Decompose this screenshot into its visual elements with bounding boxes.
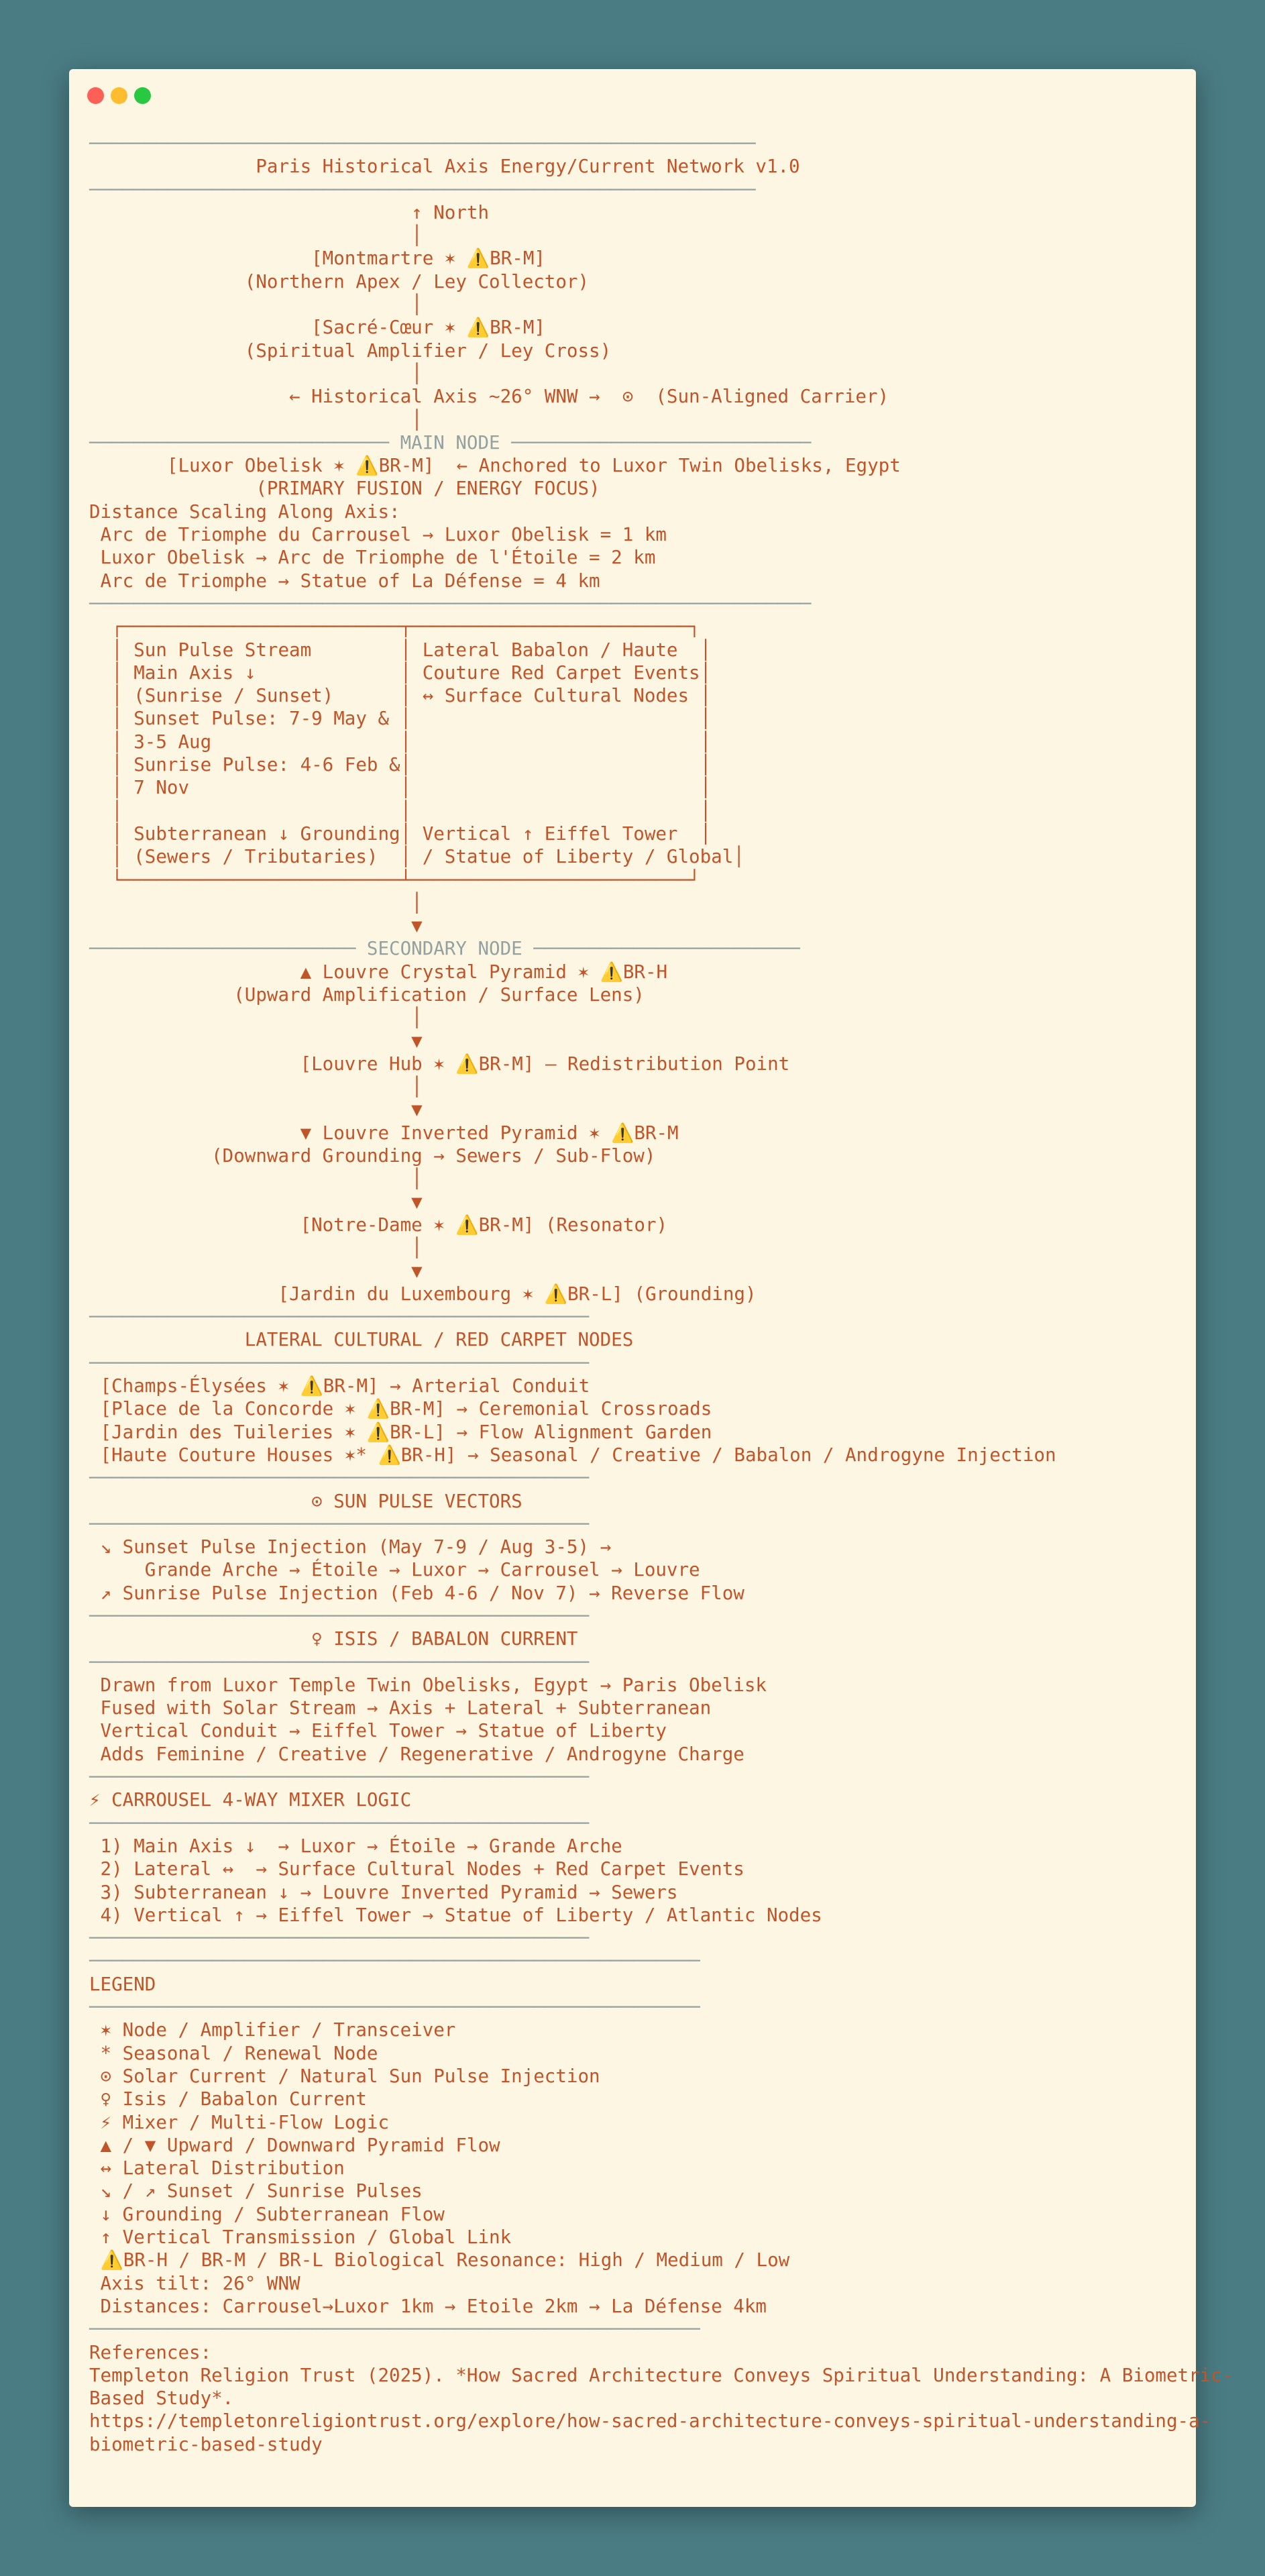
terminal-line: (Downward Grounding → Sewers / Sub-Flow) [89, 1145, 656, 1167]
terminal-line: [Notre-Dame ✶ ⚠️BR-M] (Resonator) [89, 1214, 668, 1236]
terminal-line: │ [89, 1076, 423, 1098]
terminal-line: Drawn from Luxor Temple Twin Obelisks, Egypt → Paris Obelisk [89, 1674, 767, 1696]
terminal-line: │ [89, 892, 423, 914]
zoom-window-button[interactable] [134, 87, 151, 104]
terminal-line: [Louvre Hub ✶ ⚠️BR-M] — Redistribution Point [89, 1053, 790, 1075]
terminal-line: Luxor Obelisk → Arc de Triomphe de l'Étoile = 2 km [89, 547, 656, 569]
terminal-line: ✶ Node / Amplifier / Transceiver [89, 2019, 456, 2041]
terminal-line: │ 3-5 Aug │ │ [89, 731, 712, 753]
terminal-line: ↑ North [89, 201, 490, 223]
terminal-line: Paris Historical Axis Energy/Current Network v1.0 [89, 156, 800, 178]
terminal-line: Distance Scaling Along Axis: [89, 500, 400, 523]
rule-line: ───────────────────────────────────────────── [89, 1306, 590, 1328]
terminal-line: │ [89, 294, 423, 316]
terminal-line: ⚡ CARROUSEL 4-WAY MIXER LOGIC [89, 1789, 412, 1811]
terminal-line: ↘ Sunset Pulse Injection (May 7-9 / Aug 3-5) → [89, 1536, 612, 1558]
terminal-line: │ (Sunrise / Sunset) │ ↔ Surface Cultural Nodes │ [89, 685, 712, 707]
terminal-line: │ [89, 1007, 423, 1029]
rule-line: ──────────────────────── SECONDARY NODE ──────────────────────── [89, 938, 800, 960]
terminal-line: ⊙ SUN PULSE VECTORS [89, 1490, 522, 1512]
terminal-line: Distances: Carrousel→Luxor 1km → Etoile 2km → La Défense 4km [89, 2295, 767, 2317]
terminal-line: ♀ Isis / Babalon Current [89, 2088, 367, 2110]
terminal-line: │ [89, 225, 423, 247]
minimize-window-button[interactable] [111, 87, 127, 104]
rule-line: ──────────────────────────────────────────────────────────── [89, 178, 756, 201]
terminal-line: ▼ [89, 1030, 423, 1052]
terminal-line: ▼ [89, 1260, 423, 1282]
terminal-line: Arc de Triomphe du Carrousel → Luxor Obelisk = 1 km [89, 524, 667, 546]
terminal-line: [Jardin des Tuileries ✶ ⚠️BR-L] → Flow Alignment Garden [89, 1421, 712, 1443]
terminal-line: Grande Arche → Étoile → Luxor → Carrousel → Louvre [89, 1559, 700, 1581]
terminal-line: ▲ / ▼ Upward / Downward Pyramid Flow [89, 2134, 500, 2156]
terminal-line: References: [89, 2341, 212, 2363]
terminal-line: ⊙ Solar Current / Natural Sun Pulse Injection [89, 2065, 600, 2087]
terminal-line: ↔ Lateral Distribution [89, 2157, 345, 2180]
terminal-line: LATERAL CULTURAL / RED CARPET NODES [89, 1329, 634, 1351]
terminal-line: 2) Lateral ↔ → Surface Cultural Nodes + Red Carpet Events [89, 1858, 745, 1880]
terminal-line: (Northern Apex / Ley Collector) [89, 270, 590, 292]
rule-line: ─────────────────────────────────────────────────────── [89, 1996, 700, 2019]
rule-line: ──────────────────────────────────────────────────────────── [89, 133, 756, 154]
rule-line: ───────────────────────────────────────────── [89, 1605, 590, 1627]
terminal-line: ▼ [89, 915, 423, 937]
terminal-line: [Sacré-Cœur ✶ ⚠️BR-M] [89, 317, 545, 339]
terminal-line: [Jardin du Luxembourg ✶ ⚠️BR-L] (Grounding) [89, 1283, 757, 1305]
rule-line: ───────────────────────────────────────────────────────────────── [89, 592, 812, 614]
terminal-line: [Haute Couture Houses ✶* ⚠️BR-H] → Seasonal / Creative / Babalon / Androgyne Injection [89, 1444, 1056, 1466]
terminal-line: Templeton Religion Trust (2025). *How Sacred Architecture Conveys Spiritual Understanding: A Biometric- [89, 2364, 1233, 2386]
terminal-line: │ (Sewers / Tributaries) │ / Statue of Liberty / Global│ [89, 846, 745, 868]
terminal-line: ⚡ Mixer / Multi-Flow Logic [89, 2111, 390, 2133]
terminal-line: ↓ Grounding / Subterranean Flow [89, 2203, 445, 2225]
terminal-output [89, 132, 1233, 2456]
terminal-line: │ │ │ [89, 800, 712, 822]
terminal-line: LEGEND [89, 1973, 156, 1995]
terminal-line: │ Main Axis ↓ │ Couture Red Carpet Events│ [89, 661, 712, 684]
terminal-line: ▼ [89, 1191, 423, 1213]
rule-line: ─────────────────────────────────────────────────────── [89, 2318, 700, 2341]
terminal-line: [Champs-Élysées ✶ ⚠️BR-M] → Arterial Conduit [89, 1375, 590, 1397]
terminal-line: ↑ Vertical Transmission / Global Link [89, 2226, 512, 2249]
terminal-line: [Luxor Obelisk ✶ ⚠️BR-M] ← Anchored to Luxor Twin Obelisks, Egypt [89, 455, 901, 477]
terminal-line: ▲ Louvre Crystal Pyramid ✶ ⚠️BR-H [89, 961, 668, 983]
terminal-line: Arc de Triomphe → Statue of La Défense = 4 km [89, 570, 600, 592]
terminal-line: │ [89, 1237, 423, 1259]
rule-line: ─────────────────────────── MAIN NODE ─────────────────────────── [89, 431, 812, 453]
terminal-line: biometric-based-study [89, 2433, 323, 2455]
terminal-line: Vertical Conduit → Eiffel Tower → Statue of Liberty [89, 1720, 667, 1742]
close-window-button[interactable] [87, 87, 104, 104]
terminal-line: Fused with Solar Stream → Axis + Lateral + Subterranean [89, 1697, 712, 1719]
rule-line: ───────────────────────────────────────────── [89, 1467, 590, 1489]
terminal-line: ↘ / ↗ Sunset / Sunrise Pulses [89, 2180, 423, 2202]
terminal-line: │ Sunset Pulse: 7-9 May & │ │ [89, 708, 712, 730]
terminal-line[interactable]: https://templetonreligiontrust.org/explore/how-sacred-architecture-conveys-spiritual-understanding-a- [89, 2410, 1211, 2432]
terminal-line: ♀ ISIS / BABALON CURRENT [89, 1628, 578, 1650]
terminal-line: └─────────────────────────┴─────────────────────────┘ [89, 869, 700, 891]
terminal-line: │ 7 Nov │ │ [89, 777, 712, 799]
terminal-line: 3) Subterranean ↓ → Louvre Inverted Pyramid → Sewers [89, 1881, 678, 1903]
rule-line: ─────────────────────────────────────────────────────── [89, 1950, 700, 1972]
rule-line: ───────────────────────────────────────────── [89, 1513, 590, 1535]
terminal-line: [Place de la Concorde ✶ ⚠️BR-M] → Ceremonial Crossroads [89, 1398, 712, 1420]
terminal-line: ▼ [89, 1099, 423, 1121]
terminal-window [69, 69, 1233, 2507]
terminal-line: ▼ Louvre Inverted Pyramid ✶ ⚠️BR-M [89, 1122, 679, 1144]
terminal-line: │ Sunrise Pulse: 4-6 Feb &│ │ [89, 754, 712, 776]
terminal-line: ↗ Sunrise Pulse Injection (Feb 4-6 / Nov 7) → Reverse Flow [89, 1582, 745, 1604]
terminal-line: * Seasonal / Renewal Node [89, 2042, 378, 2064]
terminal-line: Axis tilt: 26° WNW [89, 2272, 300, 2294]
rule-line: ───────────────────────────────────────────── [89, 1927, 590, 1949]
rule-line: ───────────────────────────────────────────── [89, 1651, 590, 1673]
terminal-line: │ [89, 362, 423, 384]
rule-line: ───────────────────────────────────────────── [89, 1812, 590, 1834]
terminal-line: 4) Vertical ↑ → Eiffel Tower → Statue of Liberty / Atlantic Nodes [89, 1904, 822, 1926]
terminal-line: 1) Main Axis ↓ → Luxor → Étoile → Grande Arche [89, 1835, 622, 1857]
terminal-line: Based Study*. [89, 2387, 234, 2410]
terminal-line: (Upward Amplification / Surface Lens) [89, 983, 645, 1006]
terminal-line: [Montmartre ✶ ⚠️BR-M] [89, 248, 545, 270]
terminal-line: (PRIMARY FUSION / ENERGY FOCUS) [89, 478, 600, 500]
terminal-line: (Spiritual Amplifier / Ley Cross) [89, 339, 612, 362]
terminal-line: ⚠️BR-H / BR-M / BR-L Biological Resonance: High / Medium / Low [89, 2249, 790, 2271]
terminal-line: │ Sun Pulse Stream │ Lateral Babalon / Haute │ [89, 639, 712, 661]
terminal-line: │ [89, 409, 423, 431]
terminal-line: │ [89, 1168, 423, 1190]
terminal-line: Adds Feminine / Creative / Regenerative / Androgyne Charge [89, 1743, 745, 1765]
terminal-line: ┌─────────────────────────┬─────────────────────────┐ [89, 616, 700, 638]
rule-line: ───────────────────────────────────────────── [89, 1352, 590, 1374]
terminal-line: │ Subterranean ↓ Grounding│ Vertical ↑ Eiffel Tower │ [89, 822, 712, 845]
rule-line: ───────────────────────────────────────────── [89, 1766, 590, 1788]
terminal-line: ← Historical Axis ~26° WNW → ⊙ (Sun-Aligned Carrier) [89, 386, 889, 408]
